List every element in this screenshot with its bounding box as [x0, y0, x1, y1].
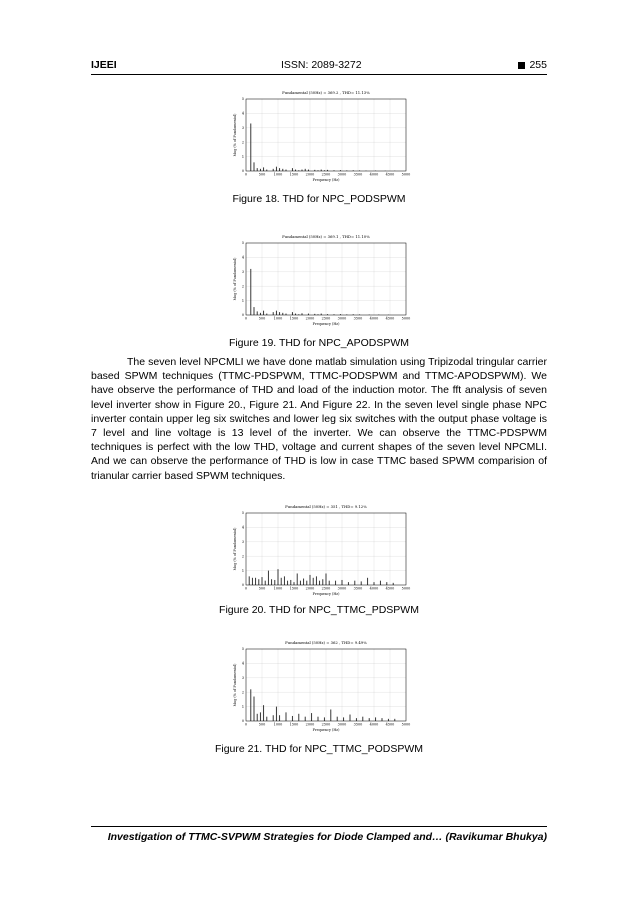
harmonic-bar [265, 581, 266, 585]
harmonic-bar [257, 168, 258, 171]
harmonic-bar [310, 575, 311, 585]
harmonic-bar [250, 689, 251, 721]
x-tick-label: 4000 [369, 316, 379, 321]
harmonic-bar [326, 573, 327, 585]
running-footer: Investigation of TTMC-SVPWM Strategies for Diode Clamped and… (Ravikumar Bhukya) [107, 831, 547, 843]
x-tick-label: 3500 [353, 722, 363, 727]
y-tick-label: 5 [241, 511, 244, 516]
harmonic-bar [255, 578, 256, 585]
x-tick-label: 3000 [337, 172, 347, 177]
x-axis-label: Frequency (Hz) [312, 592, 340, 596]
y-tick-label: 0 [241, 313, 244, 318]
y-axis-label: Mag (% of Fundamental) [233, 113, 237, 157]
harmonic-bar [342, 580, 343, 585]
figure-18-caption: Figure 18. THD for NPC_PODSPWM [232, 193, 406, 205]
x-tick-label: 3500 [353, 316, 363, 321]
harmonic-bar [278, 569, 279, 585]
x-tick-label: 1500 [289, 316, 299, 321]
x-tick-label: 3000 [337, 316, 347, 321]
x-tick-label: 500 [258, 316, 266, 321]
harmonic-bar [302, 313, 303, 315]
harmonic-bar [298, 714, 299, 721]
harmonic-bar [382, 718, 383, 721]
page-number: 255 [529, 59, 547, 71]
chart-title: Fundamental (50Hz) = 351 , THD= 9.12% [285, 504, 367, 509]
thd-chart-18 [216, 86, 416, 186]
harmonic-bar [388, 719, 389, 721]
harmonic-bar [254, 307, 255, 315]
harmonic-bar [273, 169, 274, 171]
x-tick-label: 5000 [401, 586, 411, 591]
harmonic-bar [374, 582, 375, 585]
y-tick-label: 4 [241, 525, 244, 530]
harmonic-bar [286, 712, 287, 721]
x-tick-label: 1500 [289, 172, 299, 177]
harmonic-bar [258, 579, 259, 585]
y-tick-label: 3 [241, 540, 244, 544]
x-tick-label: 500 [258, 722, 266, 727]
harmonic-bar [348, 582, 349, 585]
harmonic-bar [322, 579, 323, 585]
figure-21-caption: Figure 21. THD for NPC_TTMC_PODSPWM [214, 743, 424, 755]
y-tick-label: 3 [241, 676, 244, 680]
y-tick-label: 1 [241, 704, 244, 709]
x-axis-label: Frequency (Hz) [312, 322, 340, 326]
page-footer [91, 826, 547, 843]
harmonic-bar [367, 578, 368, 585]
x-tick-label: 4000 [369, 172, 379, 177]
x-tick-label: 1000 [273, 722, 283, 727]
x-tick-label: 1500 [289, 586, 299, 591]
chart-title: Fundamental (50Hz) = 369.2 , THD= 11.13% [282, 90, 370, 95]
harmonic-bar [263, 167, 264, 171]
x-tick-label: 1000 [273, 586, 283, 591]
x-axis-label: Frequency (Hz) [312, 178, 340, 182]
y-tick-label: 2 [241, 284, 244, 289]
harmonic-bar [294, 582, 295, 585]
x-tick-label: 1000 [273, 172, 283, 177]
harmonic-bar [290, 580, 291, 585]
y-tick-label: 1 [241, 154, 244, 159]
x-tick-label: 0 [244, 316, 248, 321]
harmonic-bar [276, 167, 277, 171]
harmonic-bar [260, 313, 261, 315]
thd-chart-19 [216, 230, 416, 330]
harmonic-bar [260, 169, 261, 171]
harmonic-bar [329, 581, 330, 585]
x-tick-label: 3000 [337, 586, 347, 591]
y-tick-label: 0 [241, 583, 244, 588]
y-tick-label: 2 [241, 690, 244, 695]
harmonic-bar [292, 168, 293, 171]
harmonic-bar [318, 717, 319, 721]
harmonic-bar [274, 580, 275, 585]
harmonic-bar [303, 579, 304, 585]
harmonic-bar [300, 581, 301, 585]
harmonic-bar [335, 581, 336, 585]
y-tick-label: 3 [241, 270, 244, 274]
y-tick-label: 2 [241, 140, 244, 145]
chart-title: Fundamental (50Hz) = 362 , THD= 9.49% [285, 640, 367, 645]
y-tick-label: 4 [241, 111, 244, 116]
x-tick-label: 4500 [385, 316, 395, 321]
harmonic-bar [250, 123, 251, 171]
x-tick-label: 0 [244, 722, 248, 727]
x-tick-label: 4500 [385, 172, 395, 177]
harmonic-bar [350, 715, 351, 721]
harmonic-bar [282, 313, 283, 315]
x-tick-label: 2000 [305, 722, 315, 727]
harmonic-bar [330, 709, 331, 721]
x-tick-label: 2500 [321, 722, 331, 727]
harmonic-bar [257, 714, 258, 721]
harmonic-bar [266, 717, 267, 721]
harmonic-bar [337, 717, 338, 721]
harmonic-bar [268, 571, 269, 585]
y-tick-label: 4 [241, 661, 244, 666]
harmonic-bar [279, 715, 280, 721]
harmonic-bar [249, 576, 250, 585]
x-tick-label: 2500 [321, 316, 331, 321]
thd-chart-21 [216, 636, 416, 736]
square-bullet-icon [518, 62, 525, 69]
harmonic-bar [281, 578, 282, 585]
y-axis-label: Mag (% of Fundamental) [233, 527, 237, 571]
harmonic-bar [271, 579, 272, 585]
harmonic-bar [316, 576, 317, 585]
harmonic-bar [276, 311, 277, 315]
y-tick-label: 4 [241, 255, 244, 260]
harmonic-bar [250, 269, 251, 315]
harmonic-bar [273, 715, 274, 721]
y-axis-label: Mag (% of Fundamental) [233, 257, 237, 301]
chart-title: Fundamental (50Hz) = 369.1 , THD= 11.10% [282, 234, 370, 239]
body-paragraph: The seven level NPCMLI we have done matlab simulation using Tripizodal tringular carrier based SPWM techniques (TTMC-PDSPWM, TTMC-PODSPWM and TTMC-APODSPWM). We have observe the performance of THD and load of the induction motor. The fft analysis of seven level inverter show in Figure 20., Figure 21. And Figure 22. In the seven level single phase NPC inverter contain upper leg six switches and lower leg six switches with the output phase voltage is 7 level and line voltage is 13 level of the inverter. We can observe the TTMC-PDSPWM techniques is perfect with the low THD, voltage and current shapes of the seven level NPCMLI. And we can observe the performance of THD is low in case TTMC based SPWM comparision of trianular carrier based SPWM techniques. [91, 356, 547, 482]
harmonic-bar [313, 578, 314, 585]
x-tick-label: 4000 [369, 722, 379, 727]
y-tick-label: 5 [241, 97, 244, 102]
y-tick-label: 3 [241, 126, 244, 130]
page-header [91, 59, 547, 75]
header-rule [91, 74, 547, 75]
y-tick-label: 1 [241, 298, 244, 303]
harmonic-bar [262, 577, 263, 585]
harmonic-bar [319, 581, 320, 585]
y-tick-label: 1 [241, 568, 244, 573]
y-axis-label: Mag (% of Fundamental) [233, 663, 237, 707]
harmonic-bar [393, 583, 394, 585]
y-tick-label: 2 [241, 554, 244, 559]
x-tick-label: 1000 [273, 316, 283, 321]
harmonic-bar [263, 311, 264, 315]
harmonic-bar [292, 716, 293, 721]
harmonic-bar [306, 581, 307, 585]
harmonic-bar [292, 312, 293, 315]
harmonic-bar [343, 717, 344, 721]
harmonic-bar [375, 717, 376, 721]
harmonic-bar [252, 578, 253, 585]
harmonic-bar [361, 581, 362, 585]
x-axis-label: Frequency (Hz) [312, 728, 340, 732]
harmonic-bar [311, 713, 312, 721]
footer-rule [91, 826, 547, 827]
x-tick-label: 500 [258, 586, 266, 591]
harmonic-bar [369, 718, 370, 721]
harmonic-bar [279, 168, 280, 171]
harmonic-bar [362, 717, 363, 721]
x-tick-label: 0 [244, 172, 248, 177]
harmonic-bar [282, 169, 283, 171]
x-tick-label: 3500 [353, 172, 363, 177]
harmonic-bar [297, 573, 298, 585]
harmonic-bar [380, 581, 381, 585]
thd-chart-20 [216, 500, 416, 600]
x-tick-label: 4500 [385, 586, 395, 591]
figure-18 [216, 86, 416, 186]
harmonic-bar [356, 718, 357, 721]
x-tick-label: 2000 [305, 586, 315, 591]
figure-20 [216, 500, 416, 600]
y-tick-label: 0 [241, 169, 244, 174]
harmonic-bar [324, 717, 325, 721]
harmonic-bar [263, 705, 264, 721]
harmonic-bar [354, 581, 355, 585]
x-tick-label: 3500 [353, 586, 363, 591]
harmonic-bar [260, 712, 261, 721]
harmonic-bar [386, 582, 387, 585]
harmonic-bar [273, 312, 274, 315]
figure-19-caption: Figure 19. THD for NPC_APODSPWM [228, 337, 410, 349]
harmonic-bar [254, 697, 255, 721]
issn: ISSN: 2089-3272 [281, 59, 362, 71]
x-tick-label: 2000 [305, 316, 315, 321]
harmonic-bar [305, 717, 306, 721]
y-tick-label: 5 [241, 241, 244, 246]
harmonic-bar [284, 576, 285, 585]
harmonic-bar [287, 581, 288, 585]
harmonic-bar [394, 719, 395, 721]
x-tick-label: 1500 [289, 722, 299, 727]
x-tick-label: 5000 [401, 722, 411, 727]
harmonic-bar [276, 707, 277, 721]
harmonic-bar [279, 312, 280, 315]
x-tick-label: 2000 [305, 172, 315, 177]
x-tick-label: 0 [244, 586, 248, 591]
x-tick-label: 5000 [401, 316, 411, 321]
y-tick-label: 0 [241, 719, 244, 724]
figure-19 [216, 230, 416, 330]
figure-21 [216, 636, 416, 736]
x-tick-label: 2500 [321, 586, 331, 591]
x-tick-label: 3000 [337, 722, 347, 727]
figure-20-caption: Figure 20. THD for NPC_TTMC_PDSPWM [219, 604, 419, 616]
harmonic-bar [257, 311, 258, 315]
x-tick-label: 2500 [321, 172, 331, 177]
x-tick-label: 4000 [369, 586, 379, 591]
journal-name: IJEEI [91, 59, 117, 71]
x-tick-label: 4500 [385, 722, 395, 727]
harmonic-bar [305, 169, 306, 171]
x-tick-label: 5000 [401, 172, 411, 177]
harmonic-bar [254, 162, 255, 171]
x-tick-label: 500 [258, 172, 266, 177]
y-tick-label: 5 [241, 647, 244, 652]
